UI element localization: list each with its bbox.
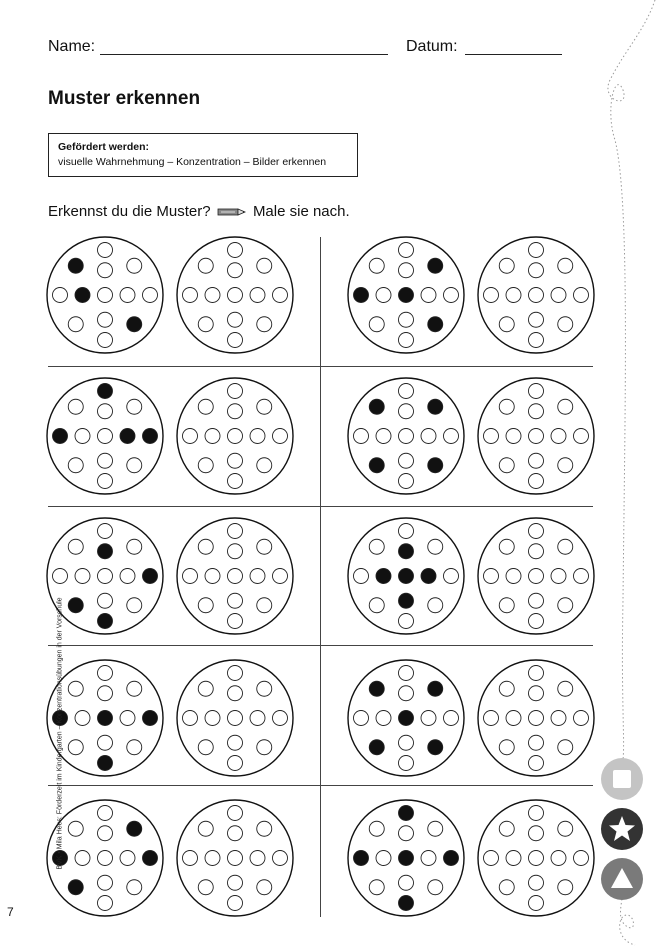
empty-dot[interactable] xyxy=(228,544,243,559)
empty-dot[interactable] xyxy=(506,429,521,444)
empty-dot[interactable] xyxy=(228,851,243,866)
instruction-question: Erkennst du die Muster? xyxy=(48,203,211,220)
empty-dot xyxy=(421,429,436,444)
empty-dot[interactable] xyxy=(250,569,265,584)
empty-dot[interactable] xyxy=(529,453,544,468)
filled-dot xyxy=(399,851,414,866)
empty-dot[interactable] xyxy=(499,681,514,696)
empty-dot xyxy=(399,384,414,399)
empty-dot[interactable] xyxy=(228,896,243,911)
empty-dot xyxy=(98,896,113,911)
empty-dot[interactable] xyxy=(228,593,243,608)
empty-dot[interactable] xyxy=(257,458,272,473)
filled-dot xyxy=(444,851,459,866)
empty-dot xyxy=(399,735,414,750)
empty-dot[interactable] xyxy=(529,735,544,750)
empty-dot[interactable] xyxy=(198,598,213,613)
empty-dot[interactable] xyxy=(273,851,288,866)
empty-dot[interactable] xyxy=(506,569,521,584)
empty-dot[interactable] xyxy=(558,399,573,414)
pattern-circle xyxy=(47,800,163,916)
empty-dot xyxy=(98,851,113,866)
empty-dot[interactable] xyxy=(257,821,272,836)
empty-dot[interactable] xyxy=(228,826,243,841)
empty-dot[interactable] xyxy=(499,821,514,836)
empty-dot[interactable] xyxy=(273,711,288,726)
pattern-circle xyxy=(47,518,163,634)
empty-dot[interactable] xyxy=(558,821,573,836)
empty-dot[interactable] xyxy=(499,539,514,554)
filled-dot xyxy=(399,593,414,608)
empty-dot xyxy=(376,711,391,726)
empty-dot[interactable] xyxy=(484,851,499,866)
empty-dot[interactable] xyxy=(228,288,243,303)
blank-circle[interactable] xyxy=(177,800,293,916)
empty-dot[interactable] xyxy=(529,569,544,584)
empty-dot[interactable] xyxy=(205,711,220,726)
empty-dot[interactable] xyxy=(257,681,272,696)
empty-dot xyxy=(354,711,369,726)
empty-dot[interactable] xyxy=(198,681,213,696)
empty-dot xyxy=(68,458,83,473)
empty-dot[interactable] xyxy=(205,569,220,584)
filled-dot xyxy=(369,458,384,473)
empty-dot[interactable] xyxy=(529,711,544,726)
empty-dot xyxy=(369,598,384,613)
blank-circle[interactable] xyxy=(478,660,594,776)
empty-dot xyxy=(369,821,384,836)
empty-dot xyxy=(127,399,142,414)
empty-dot[interactable] xyxy=(228,312,243,327)
empty-dot[interactable] xyxy=(499,317,514,332)
filled-dot xyxy=(428,740,443,755)
empty-dot[interactable] xyxy=(558,598,573,613)
blank-circle[interactable] xyxy=(478,800,594,916)
empty-dot xyxy=(98,569,113,584)
empty-dot xyxy=(127,539,142,554)
empty-dot xyxy=(399,429,414,444)
empty-dot xyxy=(75,711,90,726)
empty-dot[interactable] xyxy=(558,740,573,755)
empty-dot xyxy=(98,474,113,489)
empty-dot[interactable] xyxy=(228,756,243,771)
filled-dot xyxy=(68,880,83,895)
empty-dot xyxy=(376,429,391,444)
empty-dot[interactable] xyxy=(558,458,573,473)
empty-dot xyxy=(127,880,142,895)
empty-dot xyxy=(444,288,459,303)
empty-dot xyxy=(98,806,113,821)
empty-dot[interactable] xyxy=(250,429,265,444)
empty-dot xyxy=(98,429,113,444)
empty-dot[interactable] xyxy=(198,740,213,755)
empty-dot[interactable] xyxy=(558,539,573,554)
filled-dot xyxy=(98,384,113,399)
filled-dot xyxy=(399,806,414,821)
empty-dot[interactable] xyxy=(228,666,243,681)
empty-dot[interactable] xyxy=(529,544,544,559)
empty-dot xyxy=(68,740,83,755)
name-label: Name: xyxy=(48,38,96,55)
empty-dot xyxy=(127,740,142,755)
empty-dot xyxy=(399,453,414,468)
filled-dot xyxy=(428,317,443,332)
empty-dot[interactable] xyxy=(529,474,544,489)
empty-dot[interactable] xyxy=(529,593,544,608)
info-box-text: visuelle Wahrnehmung – Konzentration – Bilder erkennen xyxy=(58,156,327,168)
blank-circle[interactable] xyxy=(177,660,293,776)
empty-dot xyxy=(399,614,414,629)
empty-dot[interactable] xyxy=(529,312,544,327)
empty-dot[interactable] xyxy=(499,740,514,755)
filled-dot xyxy=(98,544,113,559)
filled-dot xyxy=(143,851,158,866)
empty-dot[interactable] xyxy=(558,258,573,273)
empty-dot[interactable] xyxy=(551,711,566,726)
empty-dot[interactable] xyxy=(257,539,272,554)
empty-dot xyxy=(98,243,113,258)
filled-dot xyxy=(399,288,414,303)
filled-dot xyxy=(120,429,135,444)
empty-dot[interactable] xyxy=(198,258,213,273)
empty-dot[interactable] xyxy=(198,458,213,473)
empty-dot[interactable] xyxy=(250,288,265,303)
empty-dot[interactable] xyxy=(228,875,243,890)
empty-dot[interactable] xyxy=(506,711,521,726)
empty-dot xyxy=(376,851,391,866)
filled-dot xyxy=(354,851,369,866)
empty-dot[interactable] xyxy=(529,333,544,348)
triangle-icon xyxy=(601,858,643,900)
empty-dot xyxy=(143,288,158,303)
empty-dot[interactable] xyxy=(529,851,544,866)
empty-dot[interactable] xyxy=(228,524,243,539)
empty-dot xyxy=(98,826,113,841)
empty-dot xyxy=(120,569,135,584)
pattern-circle xyxy=(47,378,163,494)
empty-dot[interactable] xyxy=(205,288,220,303)
star-badge xyxy=(601,808,643,850)
empty-dot xyxy=(68,821,83,836)
empty-dot[interactable] xyxy=(484,288,499,303)
filled-dot xyxy=(53,429,68,444)
empty-dot[interactable] xyxy=(228,263,243,278)
empty-dot[interactable] xyxy=(228,569,243,584)
filled-dot xyxy=(127,821,142,836)
blank-circle[interactable] xyxy=(478,378,594,494)
empty-dot[interactable] xyxy=(198,399,213,414)
empty-dot[interactable] xyxy=(529,524,544,539)
empty-dot[interactable] xyxy=(558,317,573,332)
pattern-circle xyxy=(348,237,464,353)
empty-dot[interactable] xyxy=(205,851,220,866)
filled-dot xyxy=(143,569,158,584)
filled-dot xyxy=(98,614,113,629)
empty-dot xyxy=(421,288,436,303)
empty-dot[interactable] xyxy=(499,399,514,414)
empty-dot xyxy=(98,404,113,419)
empty-dot xyxy=(68,681,83,696)
empty-dot xyxy=(75,569,90,584)
empty-dot[interactable] xyxy=(257,399,272,414)
empty-dot xyxy=(127,458,142,473)
empty-dot xyxy=(444,429,459,444)
empty-dot xyxy=(75,429,90,444)
empty-dot[interactable] xyxy=(198,317,213,332)
empty-dot xyxy=(399,312,414,327)
empty-dot xyxy=(120,711,135,726)
filled-dot xyxy=(428,258,443,273)
empty-dot xyxy=(428,880,443,895)
empty-dot[interactable] xyxy=(198,821,213,836)
empty-dot xyxy=(399,474,414,489)
empty-dot[interactable] xyxy=(183,851,198,866)
empty-dot[interactable] xyxy=(205,429,220,444)
empty-dot[interactable] xyxy=(183,711,198,726)
empty-dot[interactable] xyxy=(257,880,272,895)
filled-dot xyxy=(68,258,83,273)
empty-dot[interactable] xyxy=(499,598,514,613)
empty-dot xyxy=(428,598,443,613)
empty-dot xyxy=(399,333,414,348)
empty-dot[interactable] xyxy=(529,896,544,911)
empty-dot[interactable] xyxy=(529,826,544,841)
empty-dot xyxy=(98,593,113,608)
empty-dot[interactable] xyxy=(228,711,243,726)
empty-dot xyxy=(421,851,436,866)
empty-dot[interactable] xyxy=(529,288,544,303)
empty-dot[interactable] xyxy=(228,453,243,468)
empty-dot[interactable] xyxy=(183,429,198,444)
empty-dot[interactable] xyxy=(257,317,272,332)
empty-dot[interactable] xyxy=(558,880,573,895)
empty-dot[interactable] xyxy=(228,686,243,701)
empty-dot xyxy=(399,243,414,258)
empty-dot xyxy=(399,666,414,681)
pattern-circle xyxy=(47,237,163,353)
empty-dot xyxy=(399,263,414,278)
empty-dot[interactable] xyxy=(529,243,544,258)
triangle-badge xyxy=(601,858,643,900)
filled-dot xyxy=(369,399,384,414)
empty-dot xyxy=(98,263,113,278)
empty-dot xyxy=(369,317,384,332)
empty-dot xyxy=(53,569,68,584)
star-icon xyxy=(601,808,643,850)
empty-dot[interactable] xyxy=(484,429,499,444)
instruction-action: Male sie nach. xyxy=(252,203,350,220)
square-icon xyxy=(601,758,643,800)
filled-dot xyxy=(143,429,158,444)
empty-dot[interactable] xyxy=(529,806,544,821)
empty-dot xyxy=(53,288,68,303)
empty-dot[interactable] xyxy=(273,429,288,444)
empty-dot[interactable] xyxy=(529,384,544,399)
blank-circle[interactable] xyxy=(478,237,594,353)
empty-dot xyxy=(127,258,142,273)
blank-circle[interactable] xyxy=(177,518,293,634)
empty-dot[interactable] xyxy=(228,243,243,258)
filled-dot xyxy=(98,711,113,726)
empty-dot[interactable] xyxy=(529,686,544,701)
filled-dot xyxy=(369,740,384,755)
empty-dot xyxy=(428,539,443,554)
empty-dot[interactable] xyxy=(198,539,213,554)
empty-dot[interactable] xyxy=(273,569,288,584)
pattern-circle xyxy=(47,660,163,776)
empty-dot xyxy=(421,711,436,726)
empty-dot[interactable] xyxy=(228,735,243,750)
empty-dot[interactable] xyxy=(198,880,213,895)
date-label: Datum: xyxy=(406,38,458,55)
pattern-circle xyxy=(348,660,464,776)
empty-dot[interactable] xyxy=(228,333,243,348)
blank-circle[interactable] xyxy=(177,237,293,353)
empty-dot[interactable] xyxy=(529,756,544,771)
filled-dot xyxy=(399,711,414,726)
empty-dot[interactable] xyxy=(558,681,573,696)
empty-dot xyxy=(98,875,113,890)
empty-dot[interactable] xyxy=(529,614,544,629)
filled-dot xyxy=(399,896,414,911)
empty-dot xyxy=(369,539,384,554)
empty-dot[interactable] xyxy=(484,569,499,584)
empty-dot[interactable] xyxy=(551,288,566,303)
blank-circle[interactable] xyxy=(478,518,594,634)
empty-dot[interactable] xyxy=(257,258,272,273)
filled-dot xyxy=(68,598,83,613)
empty-dot[interactable] xyxy=(250,851,265,866)
filled-dot xyxy=(421,569,436,584)
empty-dot xyxy=(369,880,384,895)
page-title: Muster erkennen xyxy=(48,88,201,109)
empty-dot xyxy=(399,826,414,841)
empty-dot[interactable] xyxy=(499,458,514,473)
empty-dot xyxy=(428,821,443,836)
filled-dot xyxy=(98,756,113,771)
filled-dot xyxy=(75,288,90,303)
info-box-heading: Gefördert werden: xyxy=(58,141,150,153)
empty-dot xyxy=(399,524,414,539)
empty-dot[interactable] xyxy=(506,851,521,866)
filled-dot xyxy=(143,711,158,726)
pattern-circle xyxy=(348,378,464,494)
empty-dot xyxy=(98,333,113,348)
empty-dot xyxy=(444,569,459,584)
empty-dot[interactable] xyxy=(228,614,243,629)
empty-dot xyxy=(98,288,113,303)
empty-dot xyxy=(120,288,135,303)
empty-dot[interactable] xyxy=(499,258,514,273)
empty-dot xyxy=(98,666,113,681)
empty-dot[interactable] xyxy=(250,711,265,726)
pattern-circle xyxy=(348,800,464,916)
empty-dot xyxy=(98,312,113,327)
empty-dot xyxy=(444,711,459,726)
empty-dot[interactable] xyxy=(228,384,243,399)
empty-dot xyxy=(98,524,113,539)
empty-dot[interactable] xyxy=(529,404,544,419)
empty-dot[interactable] xyxy=(529,875,544,890)
empty-dot[interactable] xyxy=(228,404,243,419)
filled-dot xyxy=(399,569,414,584)
empty-dot[interactable] xyxy=(529,429,544,444)
empty-dot xyxy=(68,539,83,554)
filled-dot xyxy=(376,569,391,584)
page-number: 7 xyxy=(7,905,14,919)
empty-dot xyxy=(68,317,83,332)
empty-dot xyxy=(127,681,142,696)
empty-dot[interactable] xyxy=(183,288,198,303)
blank-circle[interactable] xyxy=(177,378,293,494)
empty-dot[interactable] xyxy=(551,429,566,444)
filled-dot xyxy=(428,399,443,414)
empty-dot xyxy=(376,288,391,303)
empty-dot xyxy=(68,399,83,414)
empty-dot xyxy=(399,756,414,771)
empty-dot xyxy=(127,598,142,613)
pattern-circle xyxy=(348,518,464,634)
filled-dot xyxy=(369,681,384,696)
empty-dot xyxy=(98,735,113,750)
empty-dot[interactable] xyxy=(228,429,243,444)
empty-dot xyxy=(354,569,369,584)
filled-dot xyxy=(399,544,414,559)
filled-dot xyxy=(428,681,443,696)
empty-dot xyxy=(98,686,113,701)
empty-dot xyxy=(399,404,414,419)
empty-dot xyxy=(98,453,113,468)
empty-dot[interactable] xyxy=(506,288,521,303)
empty-dot[interactable] xyxy=(529,263,544,278)
filled-dot xyxy=(428,458,443,473)
empty-dot xyxy=(399,686,414,701)
empty-dot xyxy=(354,429,369,444)
square-badge xyxy=(601,758,643,800)
empty-dot[interactable] xyxy=(257,598,272,613)
empty-dot xyxy=(369,258,384,273)
empty-dot[interactable] xyxy=(551,851,566,866)
empty-dot[interactable] xyxy=(499,880,514,895)
filled-dot xyxy=(354,288,369,303)
empty-dot xyxy=(75,851,90,866)
empty-dot[interactable] xyxy=(228,806,243,821)
empty-dot xyxy=(399,875,414,890)
empty-dot[interactable] xyxy=(183,569,198,584)
empty-dot[interactable] xyxy=(273,288,288,303)
empty-dot[interactable] xyxy=(228,474,243,489)
empty-dot[interactable] xyxy=(551,569,566,584)
filled-dot xyxy=(127,317,142,332)
empty-dot[interactable] xyxy=(257,740,272,755)
empty-dot[interactable] xyxy=(484,711,499,726)
empty-dot xyxy=(120,851,135,866)
empty-dot[interactable] xyxy=(529,666,544,681)
footer-side-text: BVK • Mila Hees: Förderzeit im Kindergarten – Konzentrationsübungen in der Vorschule xyxy=(56,597,64,870)
